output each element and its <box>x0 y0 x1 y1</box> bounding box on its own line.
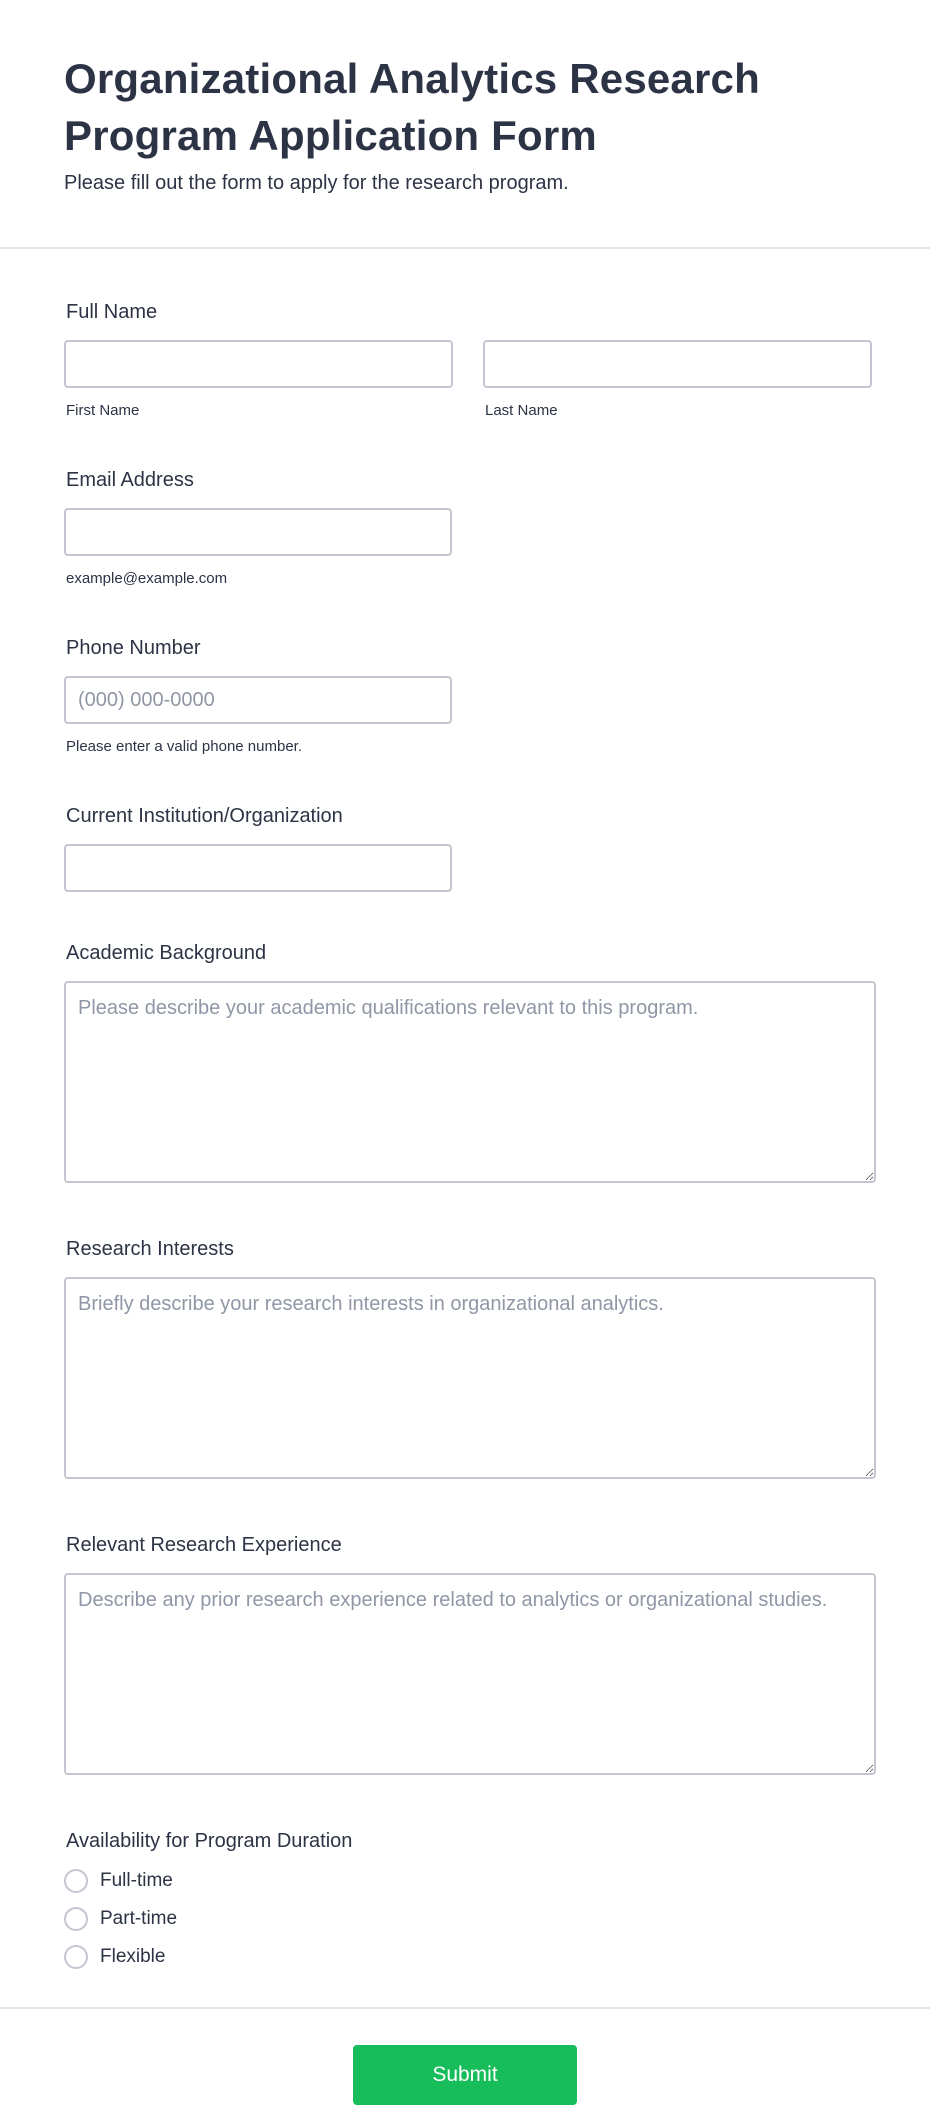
last-name-sublabel: Last Name <box>485 402 558 419</box>
radio-full-time[interactable] <box>64 1869 876 1893</box>
research-experience-textarea[interactable] <box>64 1573 876 1775</box>
institution-field <box>64 805 876 892</box>
page-subtitle: Please fill out the form to apply for the research program. <box>64 172 569 194</box>
radio-part-time[interactable] <box>64 1907 876 1931</box>
last-name-input[interactable] <box>483 340 872 388</box>
research-interests-label: Research Interests <box>66 1238 234 1260</box>
radio-label-full-time: Full-time <box>100 1870 173 1891</box>
institution-label: Current Institution/Organization <box>66 805 343 827</box>
phone-input[interactable] <box>64 676 452 724</box>
email-sublabel: example@example.com <box>66 570 228 587</box>
phone-field <box>64 637 876 755</box>
academic-background-textarea[interactable] <box>64 981 876 1183</box>
phone-sublabel: Please enter a valid phone number. <box>66 738 302 755</box>
radio-circle-icon[interactable] <box>64 1945 88 1969</box>
form-footer <box>0 2007 930 2105</box>
research-interests-field <box>64 1238 876 1484</box>
email-field <box>64 469 876 587</box>
availability-field <box>64 1830 876 1969</box>
submit-button[interactable]: Submit <box>353 2045 577 2105</box>
academic-background-label: Academic Background <box>66 942 267 964</box>
radio-circle-icon[interactable] <box>64 1907 88 1931</box>
research-interests-textarea[interactable] <box>64 1277 876 1479</box>
email-input[interactable] <box>64 508 452 556</box>
email-label: Email Address <box>66 469 194 491</box>
institution-input[interactable] <box>64 844 452 892</box>
application-form <box>0 301 930 1969</box>
full-name-field <box>64 301 876 419</box>
form-header <box>0 0 930 249</box>
first-name-sublabel: First Name <box>66 402 140 419</box>
radio-flexible[interactable] <box>64 1945 876 1969</box>
research-experience-label: Relevant Research Experience <box>66 1534 342 1556</box>
availability-radio-group <box>64 1869 876 1969</box>
phone-label: Phone Number <box>66 637 201 659</box>
academic-background-field <box>64 942 876 1188</box>
radio-label-part-time: Part-time <box>100 1908 178 1929</box>
radio-label-flexible: Flexible <box>100 1946 166 1967</box>
first-name-input[interactable] <box>64 340 453 388</box>
radio-circle-icon[interactable] <box>64 1869 88 1893</box>
research-experience-field <box>64 1534 876 1780</box>
availability-label: Availability for Program Duration <box>66 1830 353 1852</box>
page-title: Organizational Analytics Research Program Application Form <box>64 55 760 159</box>
full-name-label: Full Name <box>66 301 158 323</box>
